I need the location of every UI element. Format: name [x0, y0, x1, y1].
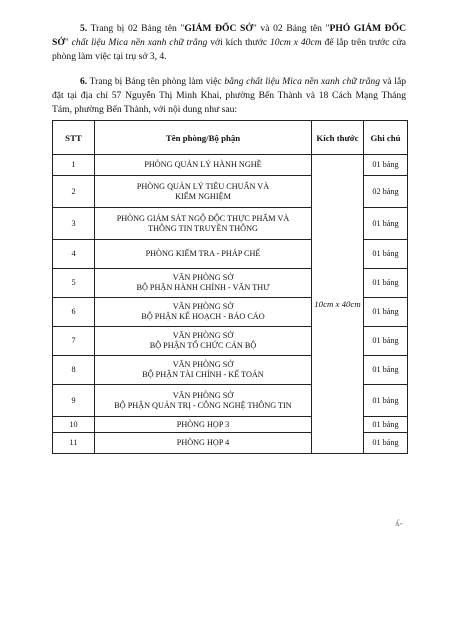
row-note: 01 bảng [364, 433, 408, 454]
row-name-line-2: BỘ PHẬN TỔ CHỨC CÁN BỘ [149, 341, 257, 350]
header-name: Tên phòng/Bộ phận [95, 121, 312, 155]
row-stt: 10 [53, 417, 95, 433]
row-name [95, 208, 312, 240]
paragraph-5-text-1: Trang bị 02 Bảng tên " [90, 23, 185, 34]
row-name [95, 433, 312, 454]
paragraph-5-bold-1: GIÁM ĐỐC SỞ [184, 23, 253, 34]
paragraph-6 [52, 75, 406, 116]
row-note: 02 bảng [364, 176, 408, 208]
row-name-line-2: BỘ PHẬN KẾ HOẠCH - BÁO CÁO [141, 312, 265, 321]
paragraph-5-text-2: " và 02 Bảng tên " [252, 23, 330, 34]
row-name [95, 240, 312, 269]
table-header-row [53, 121, 408, 155]
signboard-table [52, 120, 408, 454]
header-stt: STT [53, 121, 95, 155]
row-name-line-2: BỘ PHẬN QUẢN TRỊ - CÔNG NGHỆ THÔNG TIN [114, 400, 292, 410]
row-stt: 3 [53, 208, 95, 240]
row-name-line-1: PHÒNG QUẢN LÝ HÀNH NGHỀ [144, 160, 262, 169]
row-note: 01 bảng [364, 208, 408, 240]
row-name [95, 298, 312, 327]
row-stt: 2 [53, 176, 95, 208]
row-name-line-2: BỘ PHẬN TÀI CHÍNH - KẾ TOÁN [142, 370, 264, 379]
paragraph-6-text-1: Trang bị Bảng tên phòng làm việc [89, 76, 225, 87]
row-stt: 9 [53, 385, 95, 417]
row-stt: 11 [53, 433, 95, 454]
row-stt: 8 [53, 356, 95, 385]
row-name-line-1: PHÒNG QUẢN LÝ TIÊU CHUẨN VÀ [136, 181, 270, 191]
row-name-line-1: VĂN PHÒNG SỞ [172, 331, 234, 340]
row-stt: 4 [53, 240, 95, 269]
row-name-line-1: PHÒNG KIỂM TRA - PHÁP CHẾ [145, 249, 261, 258]
row-name [95, 356, 312, 385]
row-name-line-1: PHÒNG HỌP 4 [176, 438, 230, 447]
row-stt: 1 [53, 155, 95, 176]
row-note: 01 bảng [364, 327, 408, 356]
table-row [53, 155, 408, 176]
row-name-line-1: VĂN PHÒNG SỞ [172, 360, 234, 369]
row-name-line-2: KIỂM NGHIỆM [175, 191, 231, 201]
row-name [95, 269, 312, 298]
paragraph-6-text-2: và lắp đặt tại địa chỉ 57 Nguyễn Thị Minh Khai, phường Bến Thành và 18 Cách Mạng Tháng Tám, phường Bến Thành, với nội dung như sau: [52, 76, 407, 115]
row-name [95, 385, 312, 417]
paragraph-5-italic-2: 10cm x 40cm [269, 36, 322, 48]
row-name-line-1: VĂN PHÒNG SỞ [172, 302, 234, 311]
row-name-line-1: VĂN PHÒNG SỞ [172, 273, 234, 282]
row-name-line-1: PHÒNG GIÁM SÁT NGỘ ĐỘC THỰC PHẨM VÀ [116, 213, 290, 223]
row-name-line-1: VĂN PHÒNG SỞ [172, 390, 234, 400]
row-note: 01 bảng [364, 356, 408, 385]
paragraph-6-italic-1: bằng chất liệu Mica nền xanh chữ trắng [224, 76, 380, 87]
row-note: 01 bảng [364, 240, 408, 269]
header-size: Kích thước [312, 121, 364, 155]
header-note: Ghi chú [364, 121, 408, 155]
table-body [53, 155, 408, 454]
paragraph-5-italic-1: chất liệu Mica nền xanh chữ trắng [71, 36, 208, 48]
signature-mark: ʎ- [395, 518, 403, 528]
row-note: 01 bảng [364, 417, 408, 433]
paragraph-5-text-5: để lắp trên trước cửa phòng làm việc tại trụ sở 3, 4. [52, 36, 406, 62]
row-note: 01 bảng [364, 385, 408, 417]
row-note: 01 bảng [364, 298, 408, 327]
paragraph-6-number: 6. [80, 76, 88, 87]
row-name [95, 327, 312, 356]
paragraph-5-text-4: với kích thước [207, 36, 270, 48]
row-name [95, 176, 312, 208]
row-stt: 6 [53, 298, 95, 327]
paragraph-5-number: 5. [80, 23, 88, 34]
row-stt: 5 [53, 269, 95, 298]
row-note: 01 bảng [364, 155, 408, 176]
paragraph-5-text-3: " [64, 36, 72, 48]
row-stt: 7 [53, 327, 95, 356]
paragraph-5-bold-2: PHÓ GIÁM ĐỐC SỞ [52, 23, 407, 48]
row-note: 01 bảng [364, 269, 408, 298]
row-name-line-2: THÔNG TIN TRUYỀN THÔNG [148, 223, 258, 233]
paragraph-5 [52, 22, 406, 63]
row-name [95, 417, 312, 433]
row-name-line-1: PHÒNG HỌP 3 [176, 419, 230, 429]
size-cell: 10cm x 40cm [312, 155, 364, 454]
row-name-line-2: BỘ PHẬN HÀNH CHÍNH - VĂN THƯ [136, 283, 270, 292]
row-name [95, 155, 312, 176]
